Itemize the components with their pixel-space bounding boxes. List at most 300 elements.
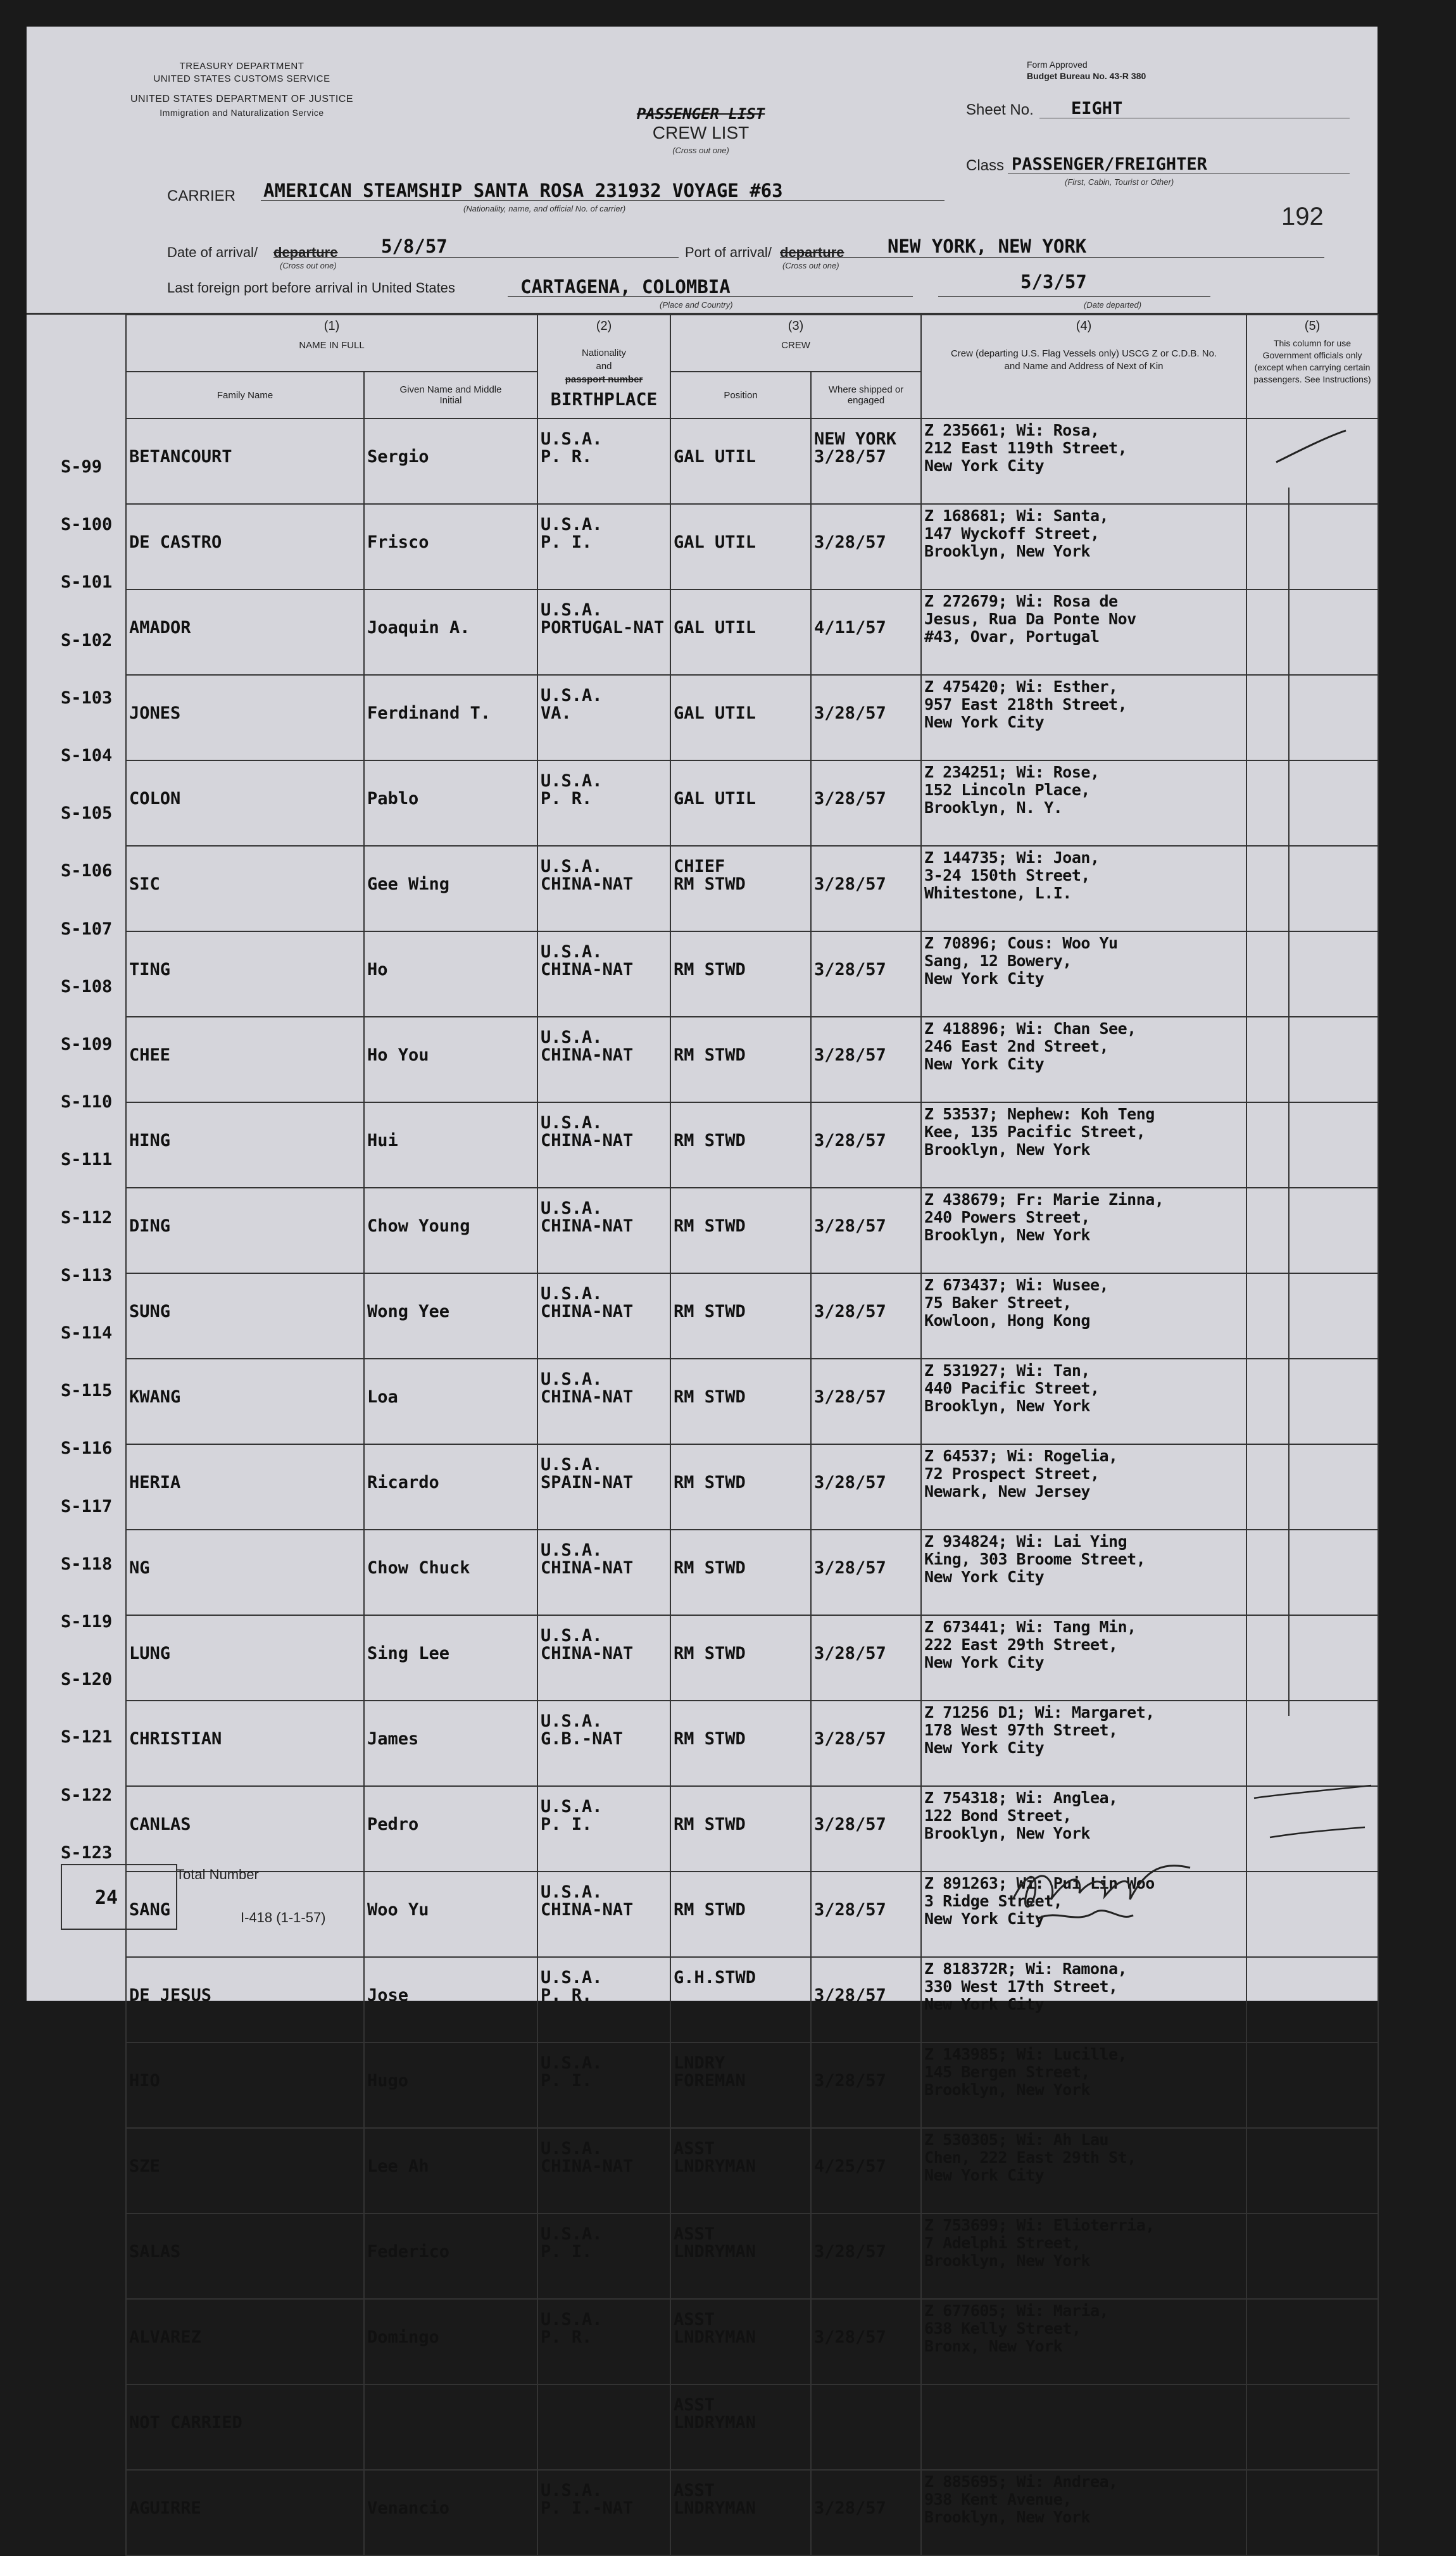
dept-line-3: UNITED STATES DEPARTMENT OF JUSTICE [130, 94, 354, 104]
cross-out-note: (Cross out one) [672, 146, 729, 155]
shipped-cell [811, 1102, 921, 1188]
table-row [126, 1615, 1378, 1701]
shipped-date: 3/28/57 [814, 2071, 886, 2091]
kin-line-2: 3-24 150th Street, [924, 866, 1090, 885]
birthplace: P. R. [541, 447, 593, 467]
position-line-1: ASST [674, 2481, 715, 2500]
total-label: Total Number [176, 1867, 259, 1882]
shipped-date [814, 2414, 918, 2432]
table-row [126, 2213, 1378, 2299]
shipped-date: 3/28/57 [814, 1473, 886, 1492]
given-name-cell [364, 504, 537, 589]
family-name: DE CASTRO [129, 532, 222, 552]
given-name: Chow Young [367, 1216, 470, 1236]
given-name-cell [364, 1102, 537, 1188]
nationality: U.S.A. [541, 857, 603, 876]
nationality: U.S.A. [541, 1028, 603, 1047]
sheet-label: Sheet No. [966, 101, 1034, 118]
port-label: Port of arrival/ [685, 244, 772, 260]
kin-line-2: 957 East 218th Street, [924, 695, 1127, 714]
position-cell [670, 1017, 811, 1102]
given-name-cell [364, 1786, 537, 1872]
kin-line-1: Z 818372R; Wi: Ramona, [924, 1960, 1127, 1978]
official-use-cell [1246, 2299, 1378, 2384]
birthplace: G.B.-NAT [541, 1729, 624, 1749]
position-cell [670, 1786, 811, 1872]
family-name-cell [126, 931, 364, 1017]
signature-mark [1000, 1849, 1215, 1931]
birthplace: CHINA-NAT [541, 1302, 634, 1321]
position-cell [670, 2213, 811, 2299]
birthplace: VA. [541, 703, 572, 723]
birthplace: P. I. [541, 2071, 593, 2091]
family-name: COLON [129, 789, 181, 809]
position-line-1 [674, 1798, 808, 1816]
kin-line-3: Brooklyn, New York [924, 542, 1090, 560]
official-use-cell [1246, 2043, 1378, 2128]
given-name-cell [364, 931, 537, 1017]
family-name-cell [126, 1957, 364, 2043]
next-of-kin-cell [921, 1615, 1246, 1701]
family-name: CHRISTIAN [129, 1729, 222, 1749]
class-label: Class [966, 157, 1005, 174]
given-name: Gee Wing [367, 874, 450, 894]
kin-line-2: 152 Lincoln Place, [924, 781, 1090, 799]
position-cell [670, 589, 811, 675]
shipped-place [814, 2482, 918, 2500]
shipped-date: 3/28/57 [814, 960, 886, 979]
kin-line-2: Kee, 135 Pacific Street, [924, 1123, 1146, 1141]
position-line-2: LNDRYMAN [674, 2498, 756, 2518]
kin-line-2: King, 303 Broome Street, [924, 1550, 1146, 1568]
table-row [126, 1102, 1378, 1188]
position-line-1 [674, 1884, 808, 1901]
kin-line-3 [924, 2423, 1243, 2441]
shipped-cell [811, 2384, 921, 2470]
page-number: 192 [1281, 203, 1324, 230]
position-line-1 [674, 687, 808, 705]
family-name: AMADOR [129, 618, 191, 638]
given-name: Loa [367, 1387, 398, 1407]
given-name: Jose [367, 1986, 409, 2005]
nationality: U.S.A. [541, 1540, 603, 1560]
nationality-cell [537, 1615, 670, 1701]
family-name: CANLAS [129, 1815, 191, 1834]
given-name: Domingo [367, 2327, 439, 2347]
given-name-cell [364, 1701, 537, 1786]
given-name-cell [364, 1359, 537, 1444]
shipped-cell [811, 1786, 921, 1872]
kin-line-2: 178 West 97th Street, [924, 1721, 1118, 1739]
shipped-cell [811, 2299, 921, 2384]
table-row [126, 931, 1378, 1017]
dept-line-4: Immigration and Naturalization Service [160, 108, 324, 118]
next-of-kin-cell [921, 1444, 1246, 1530]
class-value: PASSENGER/FREIGHTER [1012, 154, 1207, 174]
nationality: U.S.A. [541, 1199, 603, 1218]
birthplace: CHINA-NAT [541, 1131, 634, 1150]
col1-title: NAME IN FULL [299, 340, 365, 351]
shipped-cell [811, 1957, 921, 2043]
next-of-kin-cell [921, 1273, 1246, 1359]
given-name-cell [364, 1273, 537, 1359]
carrier-note: (Nationality, name, and official No. of carrier) [463, 204, 626, 213]
kin-line-2: 240 Powers Street, [924, 1208, 1090, 1226]
given-name-cell [364, 2384, 537, 2470]
kin-line-1: Z 418896; Wi: Chan See, [924, 1019, 1136, 1038]
list-title: CREW LIST [652, 123, 750, 142]
nationality-cell [537, 1017, 670, 1102]
position-line-2: GAL UTIL [674, 789, 756, 809]
shipped-place [814, 1371, 918, 1388]
table-row [126, 760, 1378, 846]
given-name-cell [364, 1017, 537, 1102]
row-number: S-123 [61, 1842, 113, 1863]
family-name-cell [126, 1102, 364, 1188]
shipped-date: 3/28/57 [814, 2327, 886, 2347]
position-cell [670, 1701, 811, 1786]
kin-line-1: Z 531927; Wi: Tan, [924, 1361, 1090, 1380]
position-line-2 [674, 1987, 808, 2005]
kin-line-1: Z 438679; Fr: Marie Zinna, [924, 1190, 1164, 1209]
position-line-1 [674, 1456, 808, 1474]
shipped-place [814, 516, 918, 534]
col2-struck: passport number [565, 374, 643, 385]
position-line-1 [674, 1713, 808, 1730]
shipped-place [814, 1713, 918, 1730]
shipped-cell [811, 1530, 921, 1615]
form-number: I-418 (1-1-57) [241, 1910, 326, 1925]
family-name-header: Family Name [126, 372, 364, 419]
kin-line-3: New York City [924, 2166, 1045, 2184]
position-line-1 [674, 1542, 808, 1559]
family-name-cell [126, 2384, 364, 2470]
position-header: Position [670, 372, 811, 419]
family-name: BETANCOURT [129, 447, 232, 467]
row-number: S-106 [61, 861, 113, 881]
col2-line-b: and [596, 361, 612, 372]
shipped-cell [811, 931, 921, 1017]
dept-line-2: UNITED STATES CUSTOMS SERVICE [153, 73, 330, 84]
kin-line-3: Brooklyn, New York [924, 2508, 1090, 2526]
position-cell [670, 2384, 811, 2470]
position-line-2: LNDRYMAN [674, 2413, 756, 2433]
family-name-cell [126, 1188, 364, 1273]
shipped-place [814, 943, 918, 961]
position-line-2: LNDRYMAN [674, 2242, 756, 2262]
position-line-2: FOREMAN [674, 2071, 746, 2091]
position-line-2: GAL UTIL [674, 618, 756, 638]
kin-line-2: 638 Kelly Street, [924, 2319, 1081, 2338]
kin-line-3: #43, Ovar, Portugal [924, 627, 1100, 646]
shipped-date: 3/28/57 [814, 703, 886, 723]
position-cell [670, 1444, 811, 1530]
kin-line-2: 147 Wyckoff Street, [924, 524, 1100, 543]
given-name: Ferdinand T. [367, 703, 491, 723]
shipped-cell [811, 675, 921, 760]
kin-line-2: 246 East 2nd Street, [924, 1037, 1109, 1055]
family-name: NG [129, 1558, 150, 1578]
shipped-cell [811, 504, 921, 589]
kin-line-2: Jesus, Rua Da Ponte Nov [924, 610, 1136, 628]
dept-line-1: TREASURY DEPARTMENT [179, 61, 304, 72]
next-of-kin-cell [921, 589, 1246, 675]
family-name-cell [126, 419, 364, 504]
kin-line-1: Z 934824; Wi: Lai Ying [924, 1532, 1127, 1551]
family-name-cell [126, 2213, 364, 2299]
position-cell [670, 2043, 811, 2128]
family-name: HIO [129, 2071, 160, 2091]
carrier-label: CARRIER [167, 187, 236, 205]
position-line-2: GAL UTIL [674, 532, 756, 552]
nationality-cell [537, 1273, 670, 1359]
shipped-place [814, 1114, 918, 1132]
shipped-date: 3/28/57 [814, 1815, 886, 1834]
nationality-cell [537, 1359, 670, 1444]
family-name-cell [126, 1444, 364, 1530]
shipped-date: 3/28/57 [814, 2498, 886, 2518]
given-name: Chow Chuck [367, 1558, 470, 1578]
birthplace: CHINA-NAT [541, 960, 634, 979]
position-line-1: CHIEF [674, 857, 725, 876]
table-row [126, 2384, 1378, 2470]
given-name-cell [364, 1615, 537, 1701]
position-line-2: GAL UTIL [674, 447, 756, 467]
total-box [61, 1864, 177, 1930]
kin-line-1: Z 885695; Wi: Andrea, [924, 2472, 1118, 2491]
shipped-cell [811, 846, 921, 931]
nationality-cell [537, 1786, 670, 1872]
shipped-date: 3/28/57 [814, 1302, 886, 1321]
kin-line-1: Z 64537; Wi: Rogelia, [924, 1447, 1118, 1465]
kin-line-1: Z 673441; Wi: Tang Min, [924, 1618, 1136, 1636]
shipped-date: 3/28/57 [814, 447, 886, 467]
position-line-2: RM STWD [674, 1473, 746, 1492]
sheet-number: EIGHT [1071, 99, 1123, 118]
position-line-2: RM STWD [674, 1558, 746, 1578]
birthplace: CHINA-NAT [541, 1900, 634, 1920]
position-cell [670, 1957, 811, 2043]
shipped-cell [811, 2128, 921, 2213]
given-name-cell [364, 1872, 537, 1957]
family-name-cell [126, 1615, 364, 1701]
nationality-cell [537, 760, 670, 846]
nationality: U.S.A. [541, 1455, 603, 1475]
row-number: S-115 [61, 1381, 113, 1401]
position-cell [670, 2128, 811, 2213]
nationality: U.S.A. [541, 600, 603, 620]
shipped-cell [811, 1188, 921, 1273]
given-name-cell [364, 1530, 537, 1615]
nationality-cell [537, 1701, 670, 1786]
col3-title: CREW [781, 340, 810, 351]
birthplace: CHINA-NAT [541, 1387, 634, 1407]
given-name: James [367, 1729, 419, 1749]
kin-line-3: Bronx, New York [924, 2337, 1063, 2355]
row-number: S-119 [61, 1612, 113, 1632]
nationality: U.S.A. [541, 942, 603, 962]
nationality: U.S.A. [541, 1711, 603, 1731]
kin-line-2: 440 Pacific Street, [924, 1379, 1100, 1397]
position-line-1 [674, 1114, 808, 1132]
port-struck: departure [780, 244, 844, 260]
date-cross-note: (Cross out one) [280, 261, 337, 270]
given-name: Federico [367, 2242, 450, 2262]
next-of-kin-cell [921, 2128, 1246, 2213]
kin-line-1: Z 144735; Wi: Joan, [924, 848, 1100, 867]
family-name: KWANG [129, 1387, 181, 1407]
row-number: S-113 [61, 1265, 113, 1285]
shipped-date: 3/28/57 [814, 2242, 886, 2262]
kin-line-3: Brooklyn, New York [924, 2081, 1090, 2099]
official-use-cell [1246, 2384, 1378, 2470]
birthplace: CHINA-NAT [541, 1045, 634, 1065]
row-number: S-116 [61, 1439, 113, 1459]
shipped-date: 3/28/57 [814, 532, 886, 552]
family-name-cell [126, 1530, 364, 1615]
shipped-place [814, 1627, 918, 1645]
kin-line-3: New York City [924, 1739, 1045, 1757]
kin-line-1: Z 234251; Wi: Rose, [924, 763, 1100, 781]
col5-header [1246, 315, 1378, 419]
next-of-kin-cell [921, 931, 1246, 1017]
table-row [126, 1444, 1378, 1530]
next-of-kin-cell [921, 2043, 1246, 2128]
kin-line-1: Z 891263; Wi: Pui Lin Woo [924, 1874, 1155, 1892]
shipped-cell [811, 1615, 921, 1701]
kin-line-3: New York City [924, 1995, 1045, 2013]
nationality-cell [537, 675, 670, 760]
col1-header [126, 315, 537, 372]
nationality: U.S.A. [541, 2481, 603, 2500]
shipped-place [814, 1798, 918, 1816]
next-of-kin-cell [921, 1102, 1246, 1188]
official-use-cell [1246, 1957, 1378, 2043]
row-number: S-99 [61, 457, 103, 477]
nationality: U.S.A. [541, 1284, 603, 1304]
birthplace: P. I. [541, 532, 593, 552]
given-name: Ho You [367, 1045, 429, 1065]
carrier-value: AMERICAN STEAMSHIP SANTA ROSA 231932 VOYAGE #63 [263, 180, 783, 201]
position-line-2: RM STWD [674, 1216, 746, 1236]
nationality-cell [537, 504, 670, 589]
family-name: ALVAREZ [129, 2327, 201, 2347]
position-line-1 [674, 516, 808, 534]
last-port-underline [508, 296, 913, 297]
family-name: SALAS [129, 2242, 181, 2262]
nationality-cell [537, 589, 670, 675]
shipped-place [814, 601, 918, 619]
next-of-kin-cell [921, 2470, 1246, 2555]
position-line-1: ASST [674, 2395, 715, 2415]
kin-line-3: New York City [924, 1568, 1045, 1586]
row-number: S-120 [61, 1670, 113, 1690]
row-number: S-109 [61, 1035, 113, 1054]
nationality: U.S.A. [541, 686, 603, 705]
shipped-date: 4/25/57 [814, 2156, 886, 2176]
birthplace: PORTUGAL-NAT [541, 618, 665, 638]
next-of-kin-cell [921, 1188, 1246, 1273]
nationality: U.S.A. [541, 771, 603, 791]
official-use-cell [1246, 2470, 1378, 2555]
nationality-cell [537, 1188, 670, 1273]
shipped-date: 3/28/57 [814, 1387, 886, 1407]
shipped-date: 3/28/57 [814, 789, 886, 809]
position-cell [670, 2470, 811, 2555]
given-name-cell [364, 760, 537, 846]
position-cell [670, 504, 811, 589]
position-cell [670, 1102, 811, 1188]
given-name: Pablo [367, 789, 419, 809]
shipped-place: NEW YORK [814, 429, 897, 449]
position-line-1: ASST [674, 2224, 715, 2244]
shipped-place [814, 2396, 918, 2414]
row-number: S-121 [61, 1727, 113, 1747]
kin-line-1: Z 754318; Wi: Anglea, [924, 1789, 1118, 1807]
birthplace: P. R. [541, 2327, 593, 2347]
position-cell [670, 1615, 811, 1701]
class-underline [1008, 173, 1350, 174]
family-name-cell [126, 760, 364, 846]
birthplace: SPAIN-NAT [541, 1473, 634, 1492]
next-of-kin-cell [921, 419, 1246, 504]
official-use-cell [1246, 1872, 1378, 1957]
position-cell [670, 675, 811, 760]
kin-line-3: Brooklyn, New York [924, 1140, 1090, 1159]
kin-line-2 [924, 2405, 1243, 2423]
nationality-cell [537, 931, 670, 1017]
kin-line-2: 3 Ridge Street, [924, 1892, 1063, 1910]
row-number: S-114 [61, 1323, 113, 1343]
kin-line-1: Z 753699; Wi: Elioterria, [924, 2216, 1155, 2234]
total-number: 24 [95, 1887, 118, 1909]
family-name-cell [126, 1273, 364, 1359]
shipped-date: 3/28/57 [814, 1558, 886, 1578]
date-label: Date of arrival/ [167, 244, 258, 260]
row-number: S-108 [61, 976, 113, 997]
kin-line-1: Z 235661; Wi: Rosa, [924, 421, 1100, 439]
shipped-cell [811, 1701, 921, 1786]
table-row [126, 1957, 1378, 2043]
kin-line-3: Whitestone, L.I. [924, 884, 1072, 902]
next-of-kin-cell [921, 2299, 1246, 2384]
family-name-cell [126, 846, 364, 931]
nationality-cell [537, 2213, 670, 2299]
shipped-cell [811, 2470, 921, 2555]
nationality-cell [537, 1444, 670, 1530]
row-number: S-122 [61, 1785, 113, 1805]
table-row [126, 1273, 1378, 1359]
position-line-2: RM STWD [674, 1302, 746, 1321]
table-row [126, 1188, 1378, 1273]
next-of-kin-cell [921, 2213, 1246, 2299]
col4-title: Crew (departing U.S. Flag Vessels only) USCG Z or C.D.B. No. and Name and Address of Next of Kin [950, 348, 1217, 372]
next-of-kin-cell [921, 675, 1246, 760]
position-cell [670, 931, 811, 1017]
table-row [126, 846, 1378, 931]
family-name: HING [129, 1131, 171, 1150]
date-departed: 5/3/57 [1020, 271, 1087, 293]
given-name: Hugo [367, 2071, 409, 2091]
given-name-cell [364, 2470, 537, 2555]
table-row [126, 1701, 1378, 1786]
position-line-1 [674, 1285, 808, 1303]
shipped-place [814, 1884, 918, 1901]
kin-line-2: 75 Baker Street, [924, 1294, 1072, 1312]
next-of-kin-cell [921, 1017, 1246, 1102]
shipped-date: 3/28/57 [814, 1045, 886, 1065]
last-port-label: Last foreign port before arrival in United States [167, 280, 455, 296]
